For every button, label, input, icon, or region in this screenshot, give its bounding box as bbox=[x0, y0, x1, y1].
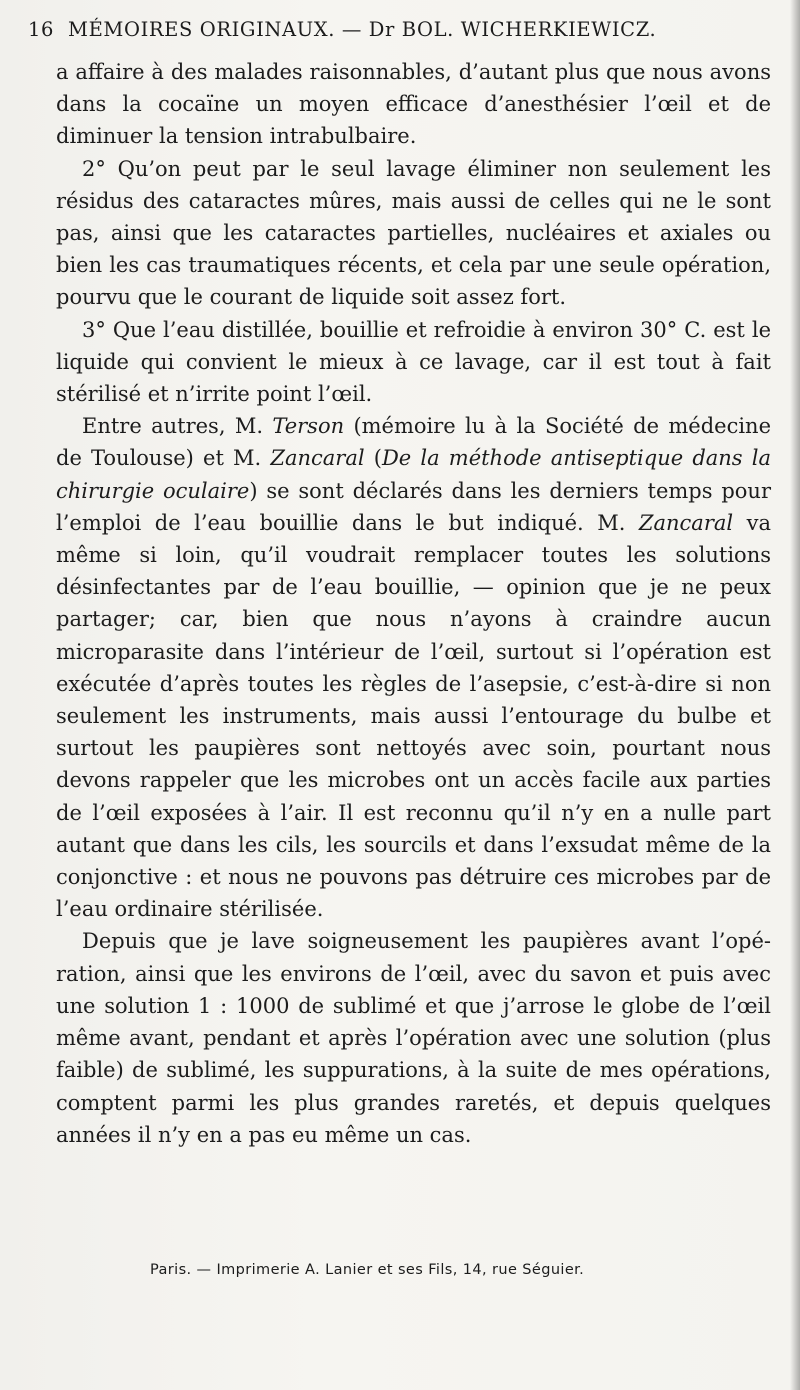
author-name-terson: Terson bbox=[272, 414, 345, 439]
page-number: 16 bbox=[28, 18, 55, 41]
paragraph-point-2: 2° Qu’on peut par le seul lavage éliminer non seulement les résidus des cataractes mûres, mais aussi de celles qui ne le sont pas, ainsi que les cataractes partielles, nucléaires et axiales ou bien les cas traumatiques récents, et cela par une seule opération, pourvu que le courant de liquide soit assez fort. bbox=[56, 156, 771, 310]
page-edge-shadow bbox=[790, 0, 800, 1390]
running-header bbox=[28, 18, 768, 41]
paragraph-point-3: 3° Que l’eau distillée, bouillie et refroidie à environ 30° C. est le liquide qui convient le mieux à ce lavage, car il est tout à fait stérilisé et n’irrite point l’œil. bbox=[56, 317, 771, 407]
author-name-zancaral: Zancaral bbox=[638, 510, 734, 535]
text-run: ) se sont déclarés dans les derniers temps pour l’emploi de l’eau bouillie dans le but indiqué. M. bbox=[56, 478, 771, 535]
running-title: MÉMOIRES ORIGINAUX. — Dr BOL. WICHERKIEWICZ. bbox=[68, 18, 657, 41]
paragraph-terson-zancaral bbox=[56, 410, 771, 925]
text-run: Entre autres, M. bbox=[82, 414, 273, 439]
author-name-zancaral: Zancaral bbox=[270, 446, 365, 471]
body-text bbox=[56, 56, 771, 1151]
text-run: ( bbox=[364, 446, 382, 471]
paragraph-sublime-method: Depuis que je lave soigneusement les paupières avant l’opération, ainsi que les environs de l’œil, avec du savon et puis avec une solution 1 : 1000 de sublimé et que j’arrose le globe de l’œil même avant, pendant et après l’opération avec une solution (plus faible) de sublimé, les suppurations, à la suite de mes opérations, comptent parmi les plus grandes raretés, et depuis quelques années il n’y en a pas eu même un cas. bbox=[56, 929, 771, 1147]
work-title: De la méthode antiseptique dans la chirurgie oculaire bbox=[56, 446, 771, 503]
paragraph-continuation: a affaire à des malades raisonnables, d’autant plus que nous avons dans la cocaïne un moyen efficace d’anesthésier l’œil et de diminuer la tension intrabulbaire. bbox=[56, 60, 771, 149]
text-run: (mémoire lu à la Société de médecine de Toulouse) et M. bbox=[56, 414, 771, 471]
text-run: va même si loin, qu’il voudrait remplacer toutes les solutions désinfectantes par de l’eau bouillie, — opinion que je ne peux partager; car, bien que nous n’ayons à craindre aucun microparasite dans l’intérieur de l’œil, surtout si l’opération est exécutée d’après toutes les règles de l’asepsie, c’est-à-dire si non seulement les instruments, mais aussi l’entourage du bulbe et surtout les paupières sont nettoyés avec soin, pourtant nous devons rappeler que les microbes ont un accès facile aux parties de l’œil exposées à l’air. Il est reconnu qu’il n’y en a nulle part autant que dans les cils, les sourcils et dans l’exsudat même de la conjonctive : et nous ne pouvons pas détruire ces microbes par de l’eau ordinaire stérilisée. bbox=[56, 510, 771, 922]
printer-imprint: Paris. — Imprimerie A. Lanier et ses Fils, 14, rue Séguier. bbox=[150, 1262, 585, 1278]
